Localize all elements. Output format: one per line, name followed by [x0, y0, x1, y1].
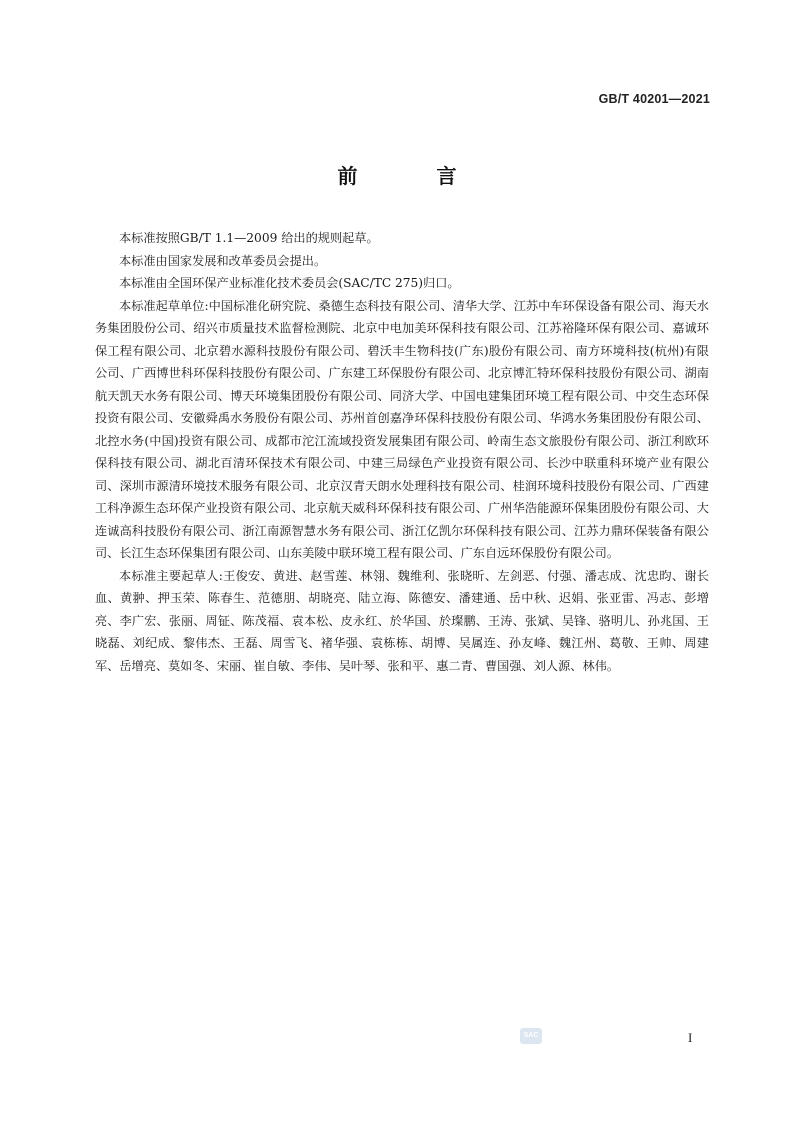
- paragraph-drafting-rules: 本标准按照GB/T 1.1—2009 给出的规则起草。: [119, 231, 379, 245]
- paragraph-drafting-units: 本标准起草单位:中国标准化研究院、桑德生态科技有限公司、清华大学、江苏中车环保设备有限公司、海天水务集团股份公司、绍兴市质量技术监督检测院、北京中电加美环保科技有限公司、江苏裕隆环保有限公司、嘉诚环保工程有限公司、北京碧水源科技股份有限公司、碧沃丰生物科技(广东)股份有限公司、南方环境科技(杭州)有限公司、广西博世科环保科技股份有限公司、广东建工环保股份有限公司、北京博汇特环保科技股份有限公司、湖南航天凯天水务有限公司、博天环境集团股份有限公司、同济大学、中国电建集团环境工程有限公司、中交生态环保投资有限公司、安徽舜禹水务股份有限公司、苏州首创嘉净环保科技股份有限公司、华鸿水务集团股份有限公司、北控水务(中国)投资有限公司、成都市沱江流域投资发展集团有限公司、岭南生态文旅股份有限公司、浙江利欧环保科技有限公司、湖北百清环保技术有限公司、中建三局绿色产业投资有限公司、长沙中联重科环境产业有限公司、深圳市源清环境技术服务有限公司、北京汉青天朗水处理科技有限公司、桂润环境科技股份有限公司、广西建工科净源生态环保产业投资有限公司、北京航天威科环保科技有限公司、广州华浩能源环保集团股份有限公司、大连诚高科技股份有限公司、浙江南源智慧水务有限公司、浙江亿凯尔环保科技有限公司、江苏力鼎环保装备有限公司、长江生态环保集团有限公司、山东美陵中联环境工程有限公司、广东自远环保股份有限公司。: [95, 298, 709, 560]
- paragraph-committee: 本标准由全国环保产业标准化技术委员会(SAC/TC 275)归口。: [119, 276, 460, 290]
- standard-code: GB/T 40201—2021: [598, 92, 710, 106]
- paragraph-drafters: 本标准主要起草人:王俊安、黄进、赵雪莲、林翎、魏维利、张晓昕、左剑恶、付强、潘志成、沈忠昀、谢长血、黄翀、押玉荣、陈春生、范德朋、胡晓亮、陆立海、陈德安、潘建通、岳中秋、迟娟、张亚雷、冯志、彭增亮、李广宏、张丽、周钲、陈茂福、袁本松、皮永红、於华国、於璨鹏、王涛、张斌、吴锋、骆明儿、孙兆国、王晓磊、刘纪成、黎伟杰、王磊、周雪飞、褚华强、袁栋栋、胡博、吴属连、孙友峰、魏江州、葛敬、王帅、周建军、岳增亮、莫如冬、宋丽、崔自敏、李伟、吴叶琴、张和平、惠二青、曹国强、刘人源、林伟。: [95, 568, 709, 673]
- sac-watermark-logo: SAC: [520, 1028, 542, 1044]
- page-number: I: [688, 1030, 693, 1045]
- paragraph-proposer: 本标准由国家发展和改革委员会提出。: [119, 253, 327, 268]
- page-title: 前 言: [337, 164, 493, 188]
- foreword-body: [95, 227, 709, 677]
